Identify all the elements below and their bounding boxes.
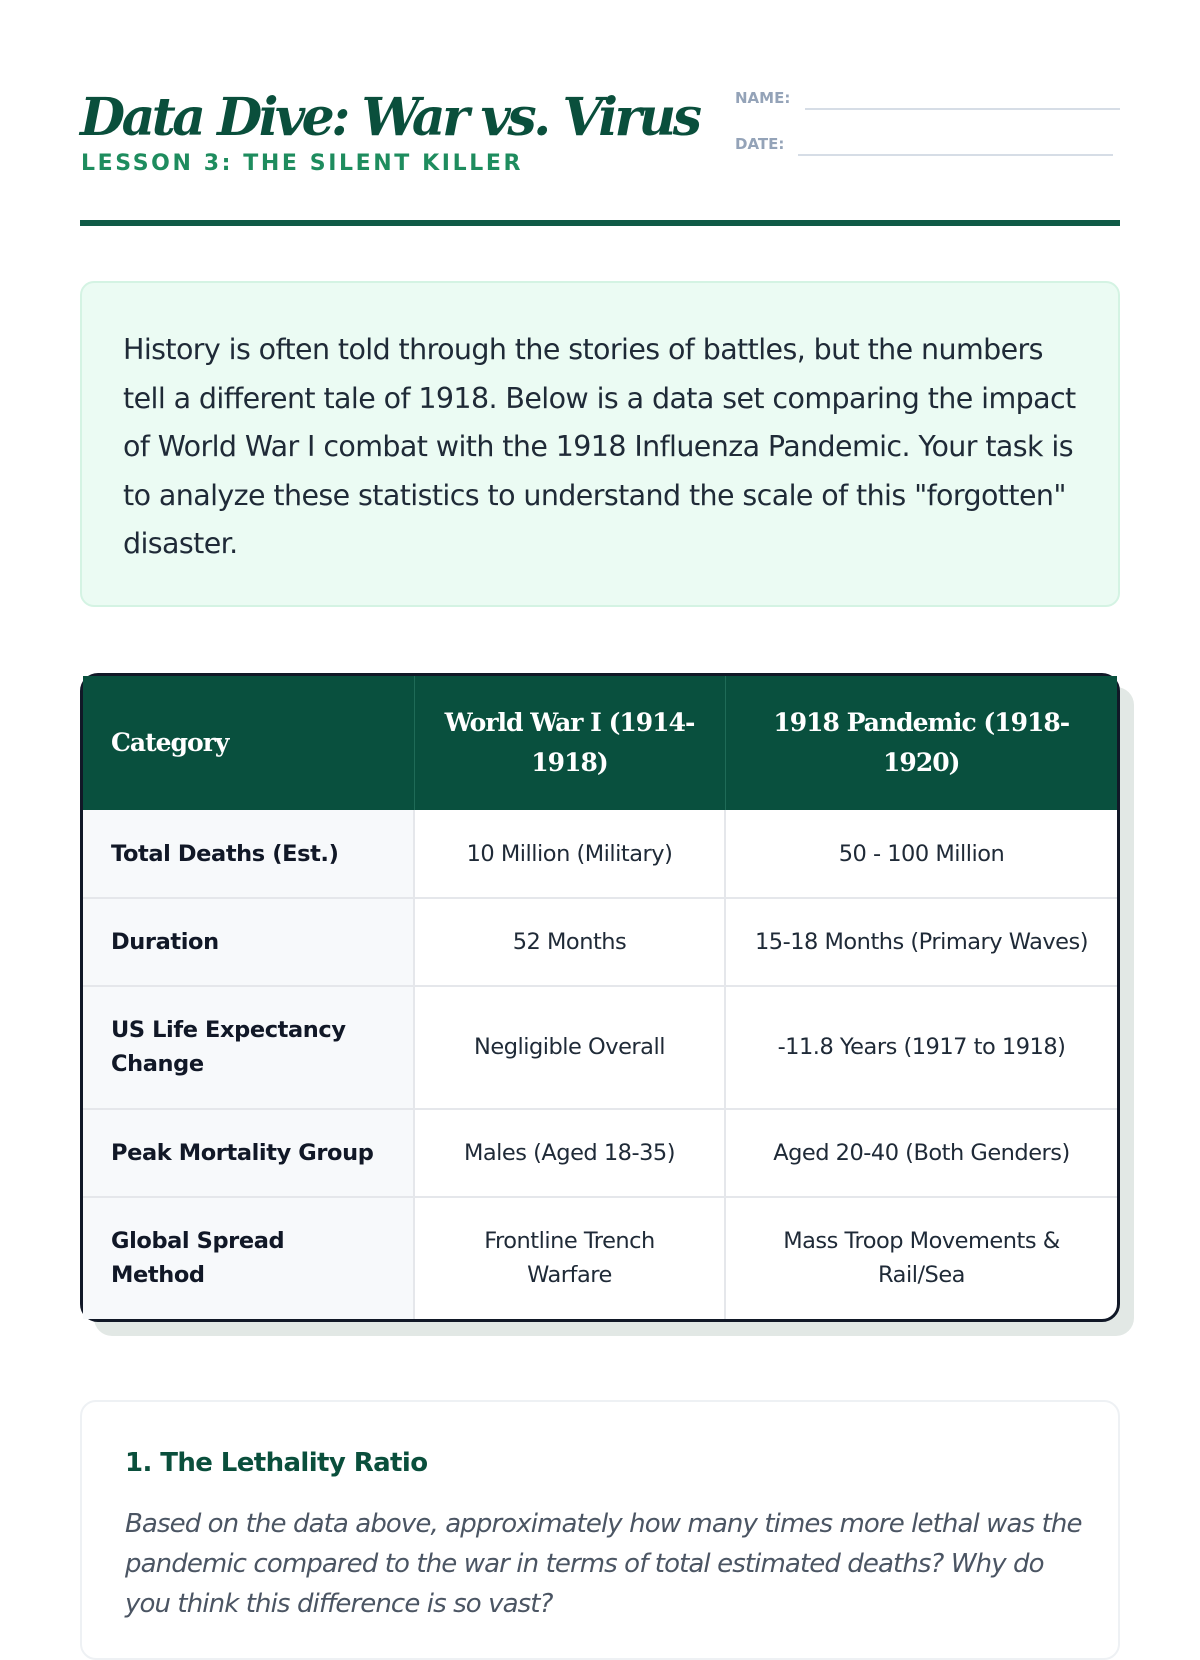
row-category: Peak Mortality Group	[83, 1109, 414, 1197]
column-header: World War I (1914-1918)	[414, 676, 725, 810]
table-cell: 52 Months	[414, 898, 725, 986]
table-cell: Mass Troop Movements & Rail/Sea	[783, 1228, 1060, 1289]
row-category: Global Spread Method	[83, 1197, 414, 1319]
table-cell: Negligible Overall	[414, 986, 725, 1108]
table-cell: 10 Million (Military)	[414, 810, 725, 898]
header-divider	[80, 220, 1120, 226]
table-header-row	[83, 676, 1117, 810]
date-field	[735, 133, 1120, 157]
comparison-table	[80, 673, 1120, 1322]
question-card	[80, 1400, 1120, 1660]
table-row	[83, 1197, 1117, 1319]
table-row	[83, 810, 1117, 898]
lesson-subtitle: LESSON 3: THE SILENT KILLER	[81, 151, 523, 176]
table-cell: Frontline Trench Warfare	[414, 1197, 725, 1319]
date-label: DATE:	[735, 135, 785, 153]
table-cell: -11.8 Years (1917 to 1918)	[725, 986, 1117, 1108]
page-title: Data Dive: War vs. Virus	[80, 87, 699, 148]
name-label: NAME:	[735, 89, 791, 107]
intro-callout	[80, 281, 1120, 607]
column-header: 1918 Pandemic (1918-1920)	[725, 676, 1117, 810]
table-row	[83, 986, 1117, 1108]
table-row	[83, 1109, 1117, 1197]
table-cell: 15-18 Months (Primary Waves)	[725, 898, 1117, 986]
row-category: US Life Expectancy Change	[83, 986, 414, 1108]
table-cell: Males (Aged 18-35)	[414, 1109, 725, 1197]
question-title: 1. The Lethality Ratio	[125, 1448, 428, 1478]
row-category: Total Deaths (Est.)	[83, 810, 414, 898]
table-cell: 50 - 100 Million	[725, 810, 1117, 898]
column-header: Category	[83, 676, 414, 810]
name-blank-line	[805, 108, 1120, 110]
question-prompt: Based on the data above, approximately how many times more lethal was the pandemic compared to the war in terms of total estimated deaths? Why do you think this difference is so vast?	[125, 1509, 1082, 1619]
name-field	[735, 87, 1120, 111]
table-cell: Aged 20-40 (Both Genders)	[725, 1109, 1117, 1197]
table-row	[83, 898, 1117, 986]
date-blank-line	[798, 154, 1113, 156]
intro-text: History is often told through the stories of battles, but the numbers tell a different tale of 1918. Below is a data set comparing the impact of World War I combat with the 1918 Influenza Pandemic. Your task is to analyze these statistics to understand the scale of this "forgotten" disaster.	[123, 333, 1076, 560]
data-table	[83, 676, 1117, 1319]
row-category: Duration	[83, 898, 414, 986]
worksheet-header	[80, 80, 1120, 226]
